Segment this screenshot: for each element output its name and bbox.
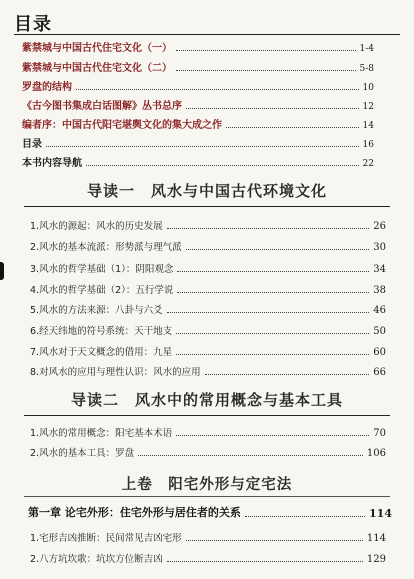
entry-label: 目录	[22, 139, 42, 150]
toc-entry-s1-4[interactable]	[30, 282, 386, 296]
entry-page: 60	[373, 347, 386, 358]
entry-page: 50	[373, 326, 386, 337]
entry-page: 106	[366, 448, 386, 459]
entry-label: 紫禁城与中国古代住宅文化（一）	[22, 43, 172, 54]
toc-entry-front-7[interactable]	[22, 155, 374, 169]
leader-dots	[76, 89, 359, 90]
leader-dots	[186, 108, 359, 109]
entry-label: 本书内容导航	[22, 158, 82, 169]
entry-page: 38	[373, 285, 386, 296]
leader-dots	[167, 228, 370, 229]
leader-dots	[138, 455, 363, 456]
leader-dots	[46, 146, 359, 147]
toc-title: 目录	[14, 14, 52, 35]
leader-dots	[177, 292, 369, 293]
leader-dots	[176, 70, 356, 71]
entry-page: 14	[362, 121, 374, 131]
toc-entry-s1-5[interactable]	[30, 302, 386, 316]
leader-dots	[177, 271, 369, 272]
toc-entry-front-5[interactable]	[22, 117, 374, 131]
toc-entry-front-3[interactable]	[22, 79, 374, 93]
entry-label: 2.风水的基本工具：罗盘	[30, 448, 135, 459]
entry-page: 10	[362, 83, 374, 93]
toc-entry-s2-1[interactable]	[30, 425, 386, 439]
toc-entry-front-1[interactable]	[22, 40, 374, 54]
entry-label: 1.风水的常用概念：阳宅基本术语	[30, 428, 173, 439]
entry-page: 70	[373, 428, 386, 439]
leader-dots	[176, 50, 356, 51]
entry-page: 16	[362, 140, 374, 150]
chapter-page: 114	[369, 507, 392, 520]
entry-label: 2.八方坑坎歌：坑坎方位断吉凶	[30, 554, 163, 565]
entry-page: 114	[366, 533, 386, 544]
entry-label: 5.风水的方法来源：八卦与六爻	[30, 305, 163, 316]
entry-label: 《古今图书集成白话图解》丛书总序	[22, 101, 182, 112]
toc-entry-front-6[interactable]	[22, 136, 374, 150]
toc-entry-v1-1[interactable]	[30, 530, 386, 544]
entry-page: 1-4	[359, 44, 374, 54]
entry-label: 4.风水的哲学基础（2）：五行学说	[30, 285, 174, 296]
entry-label: 6.经天纬地的符号系统：天干地支	[30, 326, 173, 337]
toc-entry-v1-2[interactable]	[30, 551, 386, 565]
section-divider	[24, 206, 390, 207]
leader-dots	[186, 249, 370, 250]
entry-page: 22	[362, 159, 374, 169]
chapter-label: 第一章 论宅外形：住宅外形与居住者的关系	[28, 506, 241, 519]
leader-dots	[186, 540, 363, 541]
section-heading-2: 导读二 风水中的常用概念与基本工具	[70, 391, 343, 409]
section-divider	[24, 415, 390, 416]
toc-entry-chapter-1[interactable]	[28, 504, 392, 520]
entry-label: 罗盘的结构	[22, 82, 72, 93]
toc-entry-s1-6[interactable]	[30, 323, 386, 337]
leader-dots	[176, 354, 369, 355]
leader-dots	[245, 516, 365, 517]
entry-label: 3.风水的哲学基础（1）：阴阳观念	[30, 264, 174, 275]
entry-label: 2.风水的基本流派：形势派与理气派	[30, 242, 182, 253]
entry-label: 紫禁城与中国古代住宅文化（二）	[22, 63, 172, 74]
entry-page: 5-8	[359, 64, 374, 74]
toc-entry-s1-7[interactable]	[30, 344, 386, 358]
volume-divider	[24, 496, 390, 497]
entry-label: 编者序：中国古代阳宅堪舆文化的集大成之作	[22, 120, 222, 131]
entry-page: 26	[373, 221, 386, 232]
toc-entry-front-2[interactable]	[22, 60, 374, 74]
page-edge-mark	[0, 262, 4, 280]
entry-page: 12	[362, 102, 374, 112]
title-divider	[14, 34, 400, 35]
leader-dots	[86, 165, 359, 166]
entry-label: 1.风水的源起：风水的历史发展	[30, 221, 163, 232]
entry-page: 129	[366, 554, 386, 565]
leader-dots	[176, 333, 369, 334]
entry-page: 66	[373, 367, 386, 378]
section-heading-1: 导读一 风水与中国古代环境文化	[86, 182, 327, 200]
entry-label: 8.对风水的应用与理性认识：风水的应用	[30, 367, 201, 378]
toc-entry-s1-2[interactable]	[30, 239, 386, 253]
leader-dots	[167, 312, 370, 313]
leader-dots	[167, 561, 363, 562]
leader-dots	[205, 374, 370, 375]
entry-label: 7.风水对于天文概念的借用：九星	[30, 347, 173, 358]
entry-page: 30	[373, 242, 386, 253]
toc-entry-front-4[interactable]	[22, 98, 374, 112]
entry-page: 34	[373, 264, 386, 275]
leader-dots	[176, 435, 369, 436]
entry-page: 46	[373, 305, 386, 316]
toc-entry-s1-1[interactable]	[30, 218, 386, 232]
toc-entry-s2-2[interactable]	[30, 445, 386, 459]
volume-heading: 上卷 阳宅外形与定宅法	[121, 477, 293, 493]
leader-dots	[226, 127, 359, 128]
toc-entry-s1-8[interactable]	[30, 364, 386, 378]
entry-label: 1.宅形吉凶推断：民间常见吉凶宅形	[30, 533, 182, 544]
toc-entry-s1-3[interactable]	[30, 261, 386, 275]
